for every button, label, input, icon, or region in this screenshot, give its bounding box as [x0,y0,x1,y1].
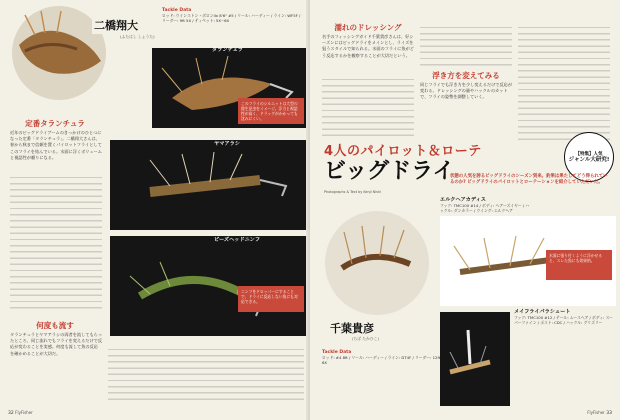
fly5-text: フック: TMC100 #12 / テール: ムースヘア / ボディ: スーパーファイン / ポスト: CDC / ハックル: グリズリー [514,315,613,325]
body-text-lines-r1 [322,74,414,140]
feature-lead: 状態の人気を誇るビッグドライのシーズン到来。釣果は果たしてどう得られているのか? ビッグドライのパイロットとローテーションを紹介していただいた。 [450,174,608,185]
fly4-text: フック: TMC100 #14 / ボディ: ヘアーズイヤー / ハックル: ダンカラー / ウイング: エルクヘア [440,203,530,213]
fly5-caption [514,308,614,325]
body-text-lines-1 [10,172,102,310]
tackle-label: Tackle Data [162,8,192,13]
fly4-title: エルクヘアカディス [440,197,486,203]
body-text-lines-r2 [420,22,512,68]
author-block-left [92,16,162,40]
heading-nure: 濡れのドレッシング [334,23,402,32]
heading-teiban: 定番タランチュラ [25,119,85,128]
body-text-1: 近年のビッグドライブームのきっかけのひとつになった定番「タランチュラ」。二橋翔大さんは、春から秋まで信頼を置くパイロットフライとしてこのフライを結んでいる。水面に浮くボリュームと視認性が頼りになる。 [10,130,102,160]
badge-top: 【特集】人気 [575,151,603,157]
page-number-left: 32 [8,411,14,416]
magazine-name-right: FlyFisher [587,410,605,415]
fly4-caption [440,196,616,213]
fly1-caption [212,46,304,53]
red-note-1: このフライのシルエットは大型の陸生昆虫をイメージ。浮力と視認性が高く、ドラッグがかかっても沈みにくい。 [238,98,304,124]
body-text-2: タランチュラとヤマアラシの両者を流してもらったところ、同じ流れでもフライを変えるだけで反応が変わることを実感。何度も流して魚の反応を確かめることが大切だ。 [10,332,102,356]
fly5-title: メイフライパラシュート [514,309,571,315]
author-reading-right: (ちば たかひこ) [352,336,379,341]
heading-ukikata: 浮き方を変えてみる [432,71,500,80]
fly2-caption [214,140,304,147]
tackle-box-right [322,350,442,365]
title-line1: 4人のパイロット＆ローテ [324,144,482,159]
tackle-text-right: ロッド: #4 8ft / リール: ハーディー / ライン: DT4F / リーダー: 12ft 6X [322,355,441,365]
photo-credit: Photographs & Text by Kenji Nishi [324,190,381,194]
folio-right [587,410,612,416]
body-text-lines-2 [108,344,304,402]
author-reading: (ふたはし しょうた) [120,34,155,39]
title-line2: ビッグドライ [324,159,455,184]
fly3-caption [214,236,304,243]
page-number-right: 33 [606,411,612,416]
body-text-lines-r3 [518,22,610,140]
fly2-title: ヤマアラシ [214,141,240,147]
fly3-title: ビーズヘッドニンフ [214,237,261,243]
author-name: 二橋翔大 [92,16,162,34]
magazine-name-left: FlyFisher [15,410,33,415]
fly-photo-mayfly [440,312,510,406]
fly-photo-yamaarashi [110,140,306,230]
right-page [310,0,620,420]
author-name-right: 千葉貴彦 [330,322,374,335]
folio-left [8,410,33,416]
body-text-r1: 名手のフィッシングガイド千葉貴彦さんは、好シーズンにはビッグドライをメインとし、ライズを狙うスタイルで知られる。水面のフライに魚がどう反応するかを観察することが大切だという。 [322,34,414,58]
body-text-r2: 同じフライでも浮き方を少し変えるだけで反応が変わる。ドレッシングの量やハックルのカットで、フライの姿勢を調整していく。 [420,82,512,100]
red-note-2: ニンフをドロッパーにすることで、ドライに反応しない魚にも対応できる。 [238,286,304,312]
tackle-label-right: Tackle Data [322,350,352,355]
tackle-box-left [162,8,302,23]
heading-nandomo: 何度も流す [36,321,74,330]
fly-photo-circle-right [322,208,432,318]
tackle-text: ロッド: ウインストン・ボロンIIx 8'6" #5 / リール: ハーディー / ライン: WF5F / リーダー: 9ft 5X / ティペット: 5X~6X [162,13,301,23]
author-block-right [330,320,400,342]
badge-bottom: ジャンル大研究! [568,156,610,163]
red-note-right: 水面に張り付くように浮かせると、スレた魚にも効果的。 [546,250,612,280]
fly1-title: タランチュラ [212,47,243,53]
